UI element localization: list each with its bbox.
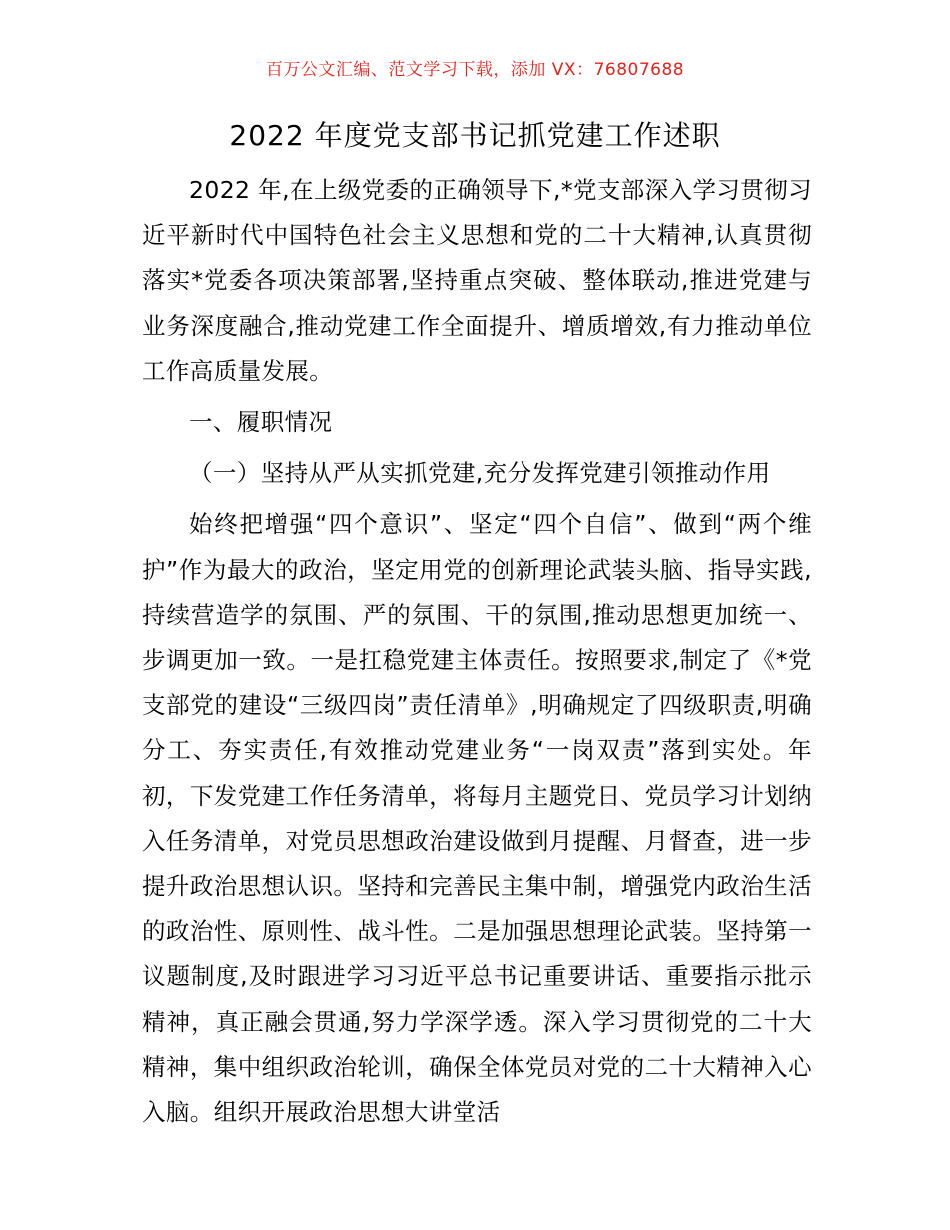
document-title: 2022 年度党支部书记抓党建工作述职 [229, 119, 721, 152]
document-body [142, 168, 812, 1135]
subsection-heading: （一）坚持从严从实抓党建,充分发挥党建引领推动作用 [189, 459, 771, 488]
intro-paragraph: 2022 年,在上级党委的正确领导下,*党支部深入学习贯彻习近平新时代中国特色社会主义思想和党的二十大精神,认真贯彻落实*党委各项决策部署,坚持重点突破、整体联动,推进党建与业务深度融合,推动党建工作全面提升、增质增效,有力推动单位工作高质量发展。 [142, 176, 812, 385]
watermark-banner: 百万公文汇编、范文学习下载，添加 VX：76807688 [265, 60, 685, 80]
body-paragraph: 始终把增强“四个意识”、坚定“四个自信”、做到“两个维护”作为最大的政治，坚定用党的创新理论武装头脑、指导实践,持续营造学的氛围、严的氛围、干的氛围,推动思想更加统一、步调更加一致。一是扛稳党建主体责任。按照要求,制定了《*党支部党的建设“三级四岗”责任清单》,明确规定了四级职责,明确分工、夯实责任,有效推动党建业务“一岗双责”落到实处。年初，下发党建工作任务清单，将每月主题党日、党员学习计划纳入任务清单，对党员思想政治建设做到月提醒、月督查，进一步提升政治思想认识。坚持和完善民主集中制，增强党内政治生活的政治性、原则性、战斗性。二是加强思想理论武装。坚持第一议题制度,及时跟进学习习近平总书记重要讲话、重要指示批示精神，真正融会贯通,努力学深学透。深入学习贯彻党的二十大精神，集中组织政治轮训，确保全体党员对党的二十大精神入心入脑。组织开展政治思想大讲堂活 [142, 510, 812, 1127]
section-heading: 一、履职情况 [189, 408, 333, 437]
